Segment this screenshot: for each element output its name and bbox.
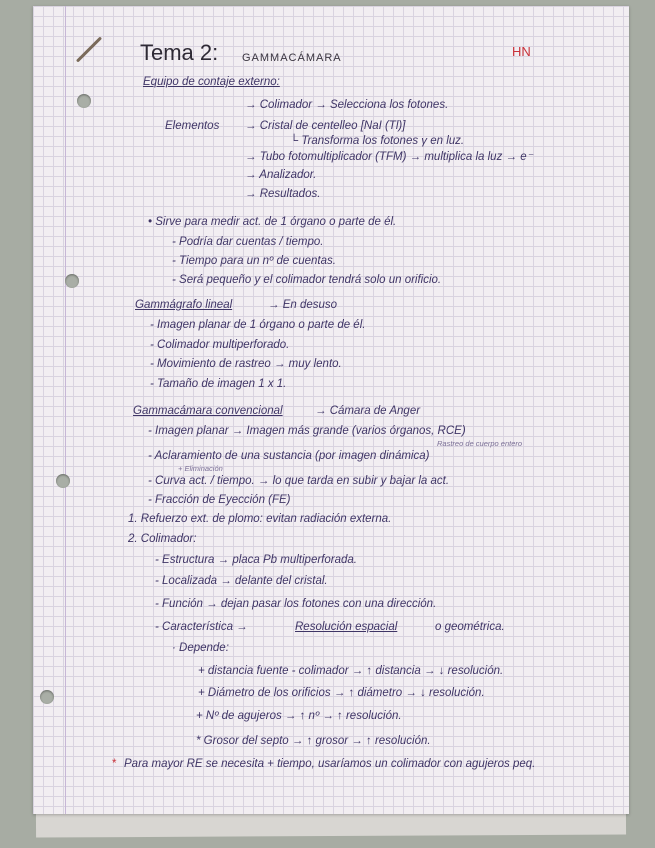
section-heading: Equipo de contaje externo:: [143, 76, 280, 88]
section-heading: Resolución espacial: [295, 621, 398, 633]
note-line: → Cristal de centelleo [NaI (Tl)]: [245, 120, 406, 132]
note-line: → Resultados.: [245, 188, 321, 200]
star-icon: *: [112, 758, 117, 770]
page-title: Tema 2:: [140, 40, 219, 65]
section-heading: Gammágrafo lineal: [135, 299, 233, 311]
note-line: + Nº de agujeros → ↑ nº → ↑ resolución.: [196, 710, 402, 722]
punch-hole: [77, 94, 91, 108]
note-line: → Colimador → Selecciona los fotones.: [245, 99, 449, 111]
page-subtitle: GAMMACÁMARA: [242, 52, 342, 64]
note-line: - Fracción de Eyección (FE): [148, 494, 291, 506]
note-line: Para mayor RE se necesita + tiempo, usaríamos un colimador con agujeros peq.: [124, 758, 536, 770]
note-line: · Depende:: [172, 642, 229, 654]
note-line: - Será pequeño y el colimador tendrá solo un orificio.: [172, 274, 442, 286]
note-line: └ Transforma los fotones γ en luz.: [290, 135, 465, 147]
note-line: + Diámetro de los orificios → ↑ diámetro → ↓ resolución.: [198, 687, 485, 699]
note-line: - Colimador multiperforado.: [150, 339, 290, 351]
note-line: → Tubo fotomultiplicador (TFM) → multiplica la luz → e⁻: [245, 151, 533, 163]
note-line: • Sirve para medir act. de 1 órgano o parte de él.: [148, 216, 397, 228]
punch-hole: [56, 474, 70, 488]
note-line: - Curva act. / tiempo. → lo que tarda en subir y bajar la act.: [148, 475, 450, 487]
note-line: → Analizador.: [245, 169, 317, 181]
note-line: - Localizada → delante del cristal.: [155, 575, 328, 587]
note-line: - Imagen planar → Imagen más grande (varios órganos, RCE): [148, 425, 466, 437]
note-line: - Estructura → placa Pb multiperforada.: [155, 554, 357, 566]
note-line: 2. Colimador:: [128, 533, 197, 545]
note-line: - Tamaño de imagen 1 x 1.: [150, 378, 287, 390]
note-line: - Imagen planar de 1 órgano o parte de él.: [150, 319, 366, 331]
section-heading: Gammacámara convencional: [133, 405, 283, 417]
note-line: - Característica →: [155, 621, 248, 633]
note-line: + distancia fuente - colimador → ↑ distancia → ↓ resolución.: [198, 665, 504, 677]
note-line: - Función → dejan pasar los fotones con una dirección.: [155, 598, 437, 610]
margin-line: [65, 6, 66, 814]
author-initials: HN: [512, 44, 531, 59]
paper-below: [36, 810, 626, 837]
note-line: - Movimiento de rastreo → muy lento.: [150, 358, 342, 370]
note-line: Elementos: [165, 120, 220, 132]
note-line: - Podría dar cuentas / tiempo.: [172, 236, 324, 248]
note-line: o geométrica.: [435, 621, 505, 633]
margin-note: Rastreo de cuerpo entero: [437, 439, 523, 448]
note-line: 1. Refuerzo ext. de plomo: evitan radiación externa.: [128, 513, 392, 525]
punch-hole: [40, 690, 54, 704]
punch-hole: [65, 274, 79, 288]
note-line: - Aclaramiento de una sustancia (por imagen dinámica): [148, 450, 430, 462]
note-line: - Tiempo para un nº de cuentas.: [172, 255, 336, 267]
note-line: → Cámara de Anger: [315, 405, 421, 417]
note-line: → En desuso: [268, 299, 338, 311]
margin-note: + Eliminación: [178, 464, 223, 473]
note-line: * Grosor del septo → ↑ grosor → ↑ resolución.: [196, 735, 431, 747]
